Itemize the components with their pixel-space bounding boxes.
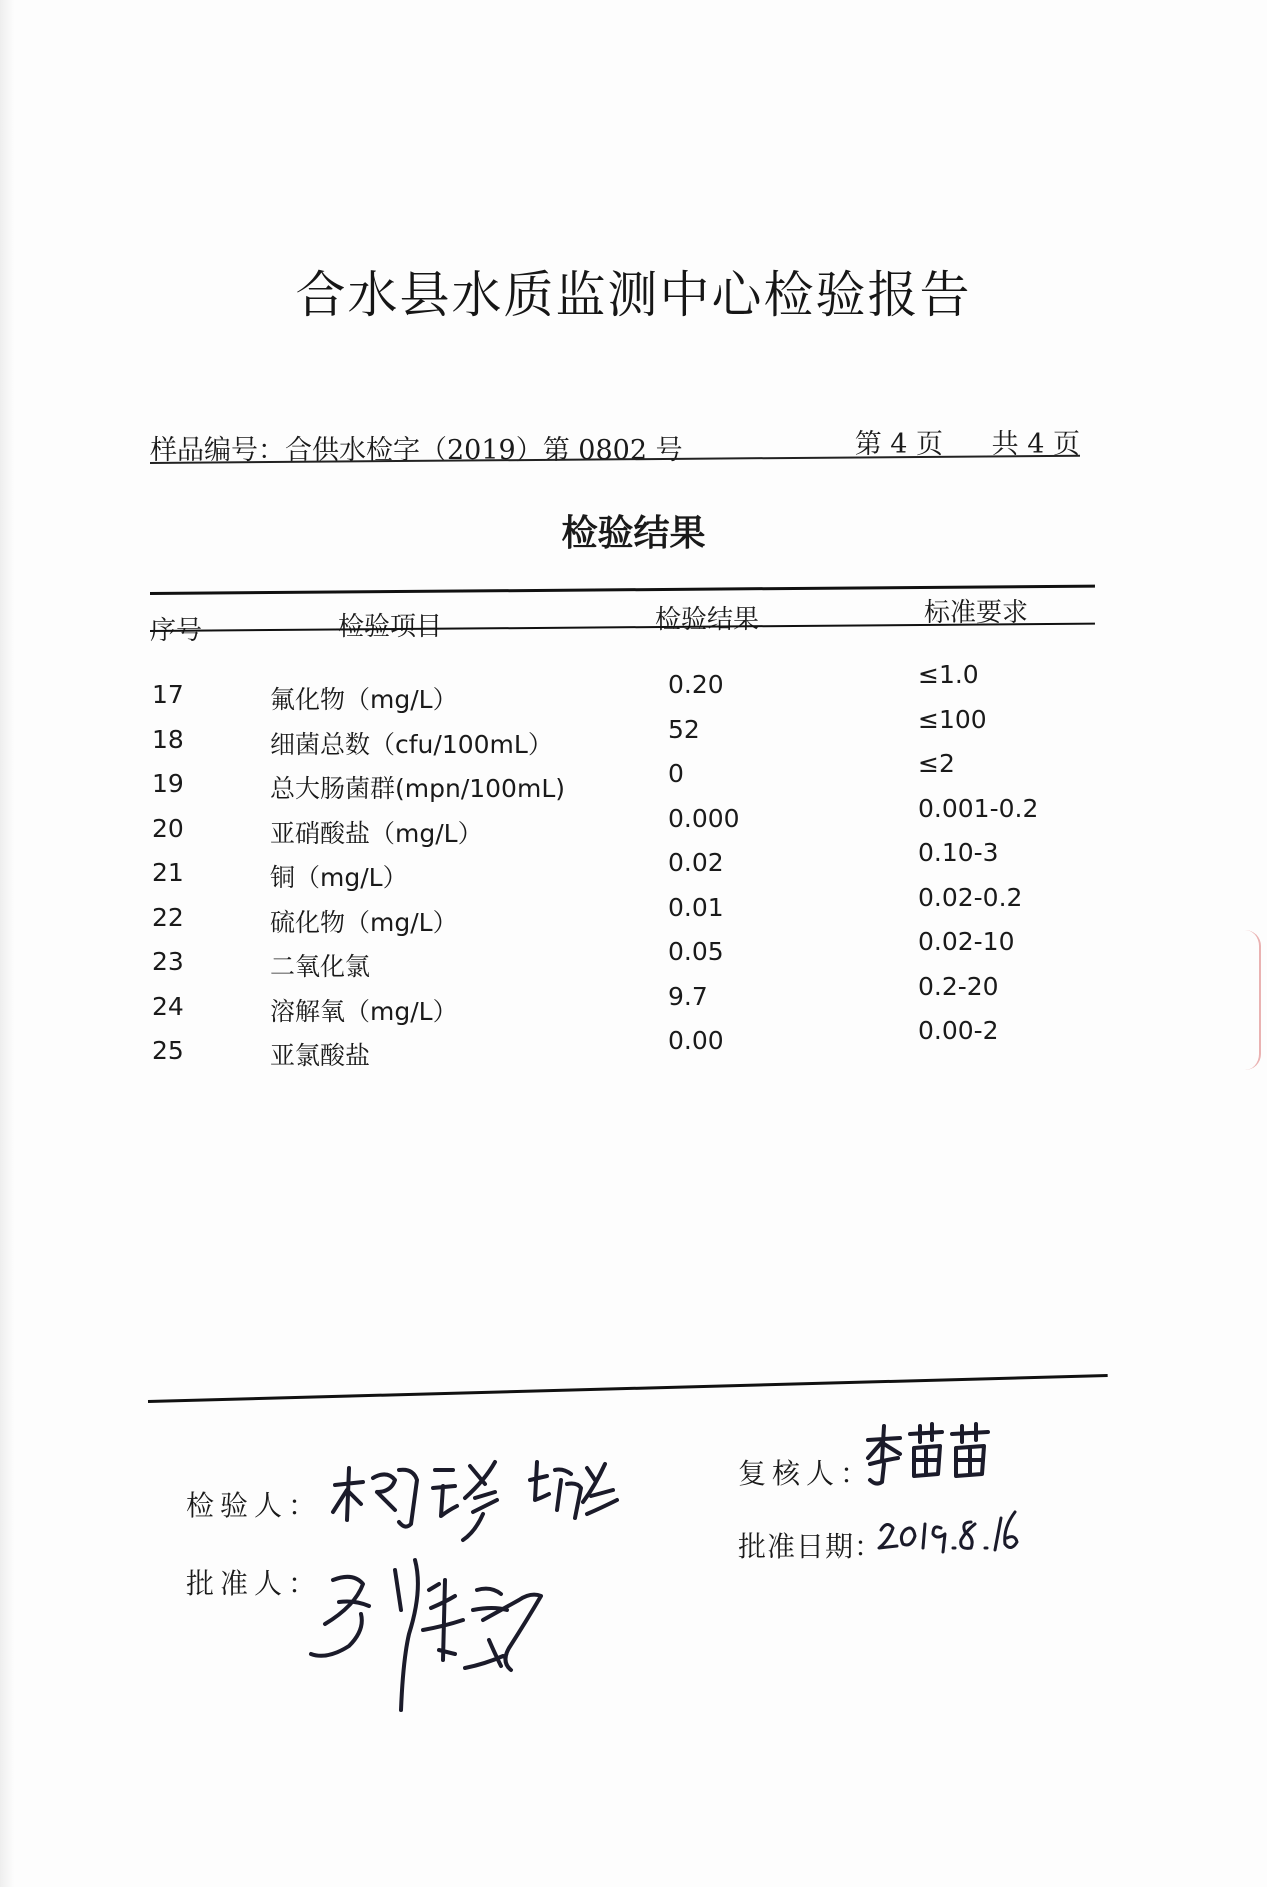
cell-item: 亚硝酸盐（mg/L） <box>270 818 483 848</box>
cell-result: 0.000 <box>668 803 740 833</box>
cell-standard: 0.02-10 <box>918 927 1015 956</box>
footer-rule <box>148 1374 1108 1403</box>
table-row <box>0 838 1267 898</box>
cell-standard: 0.00-2 <box>918 1016 999 1045</box>
table-row <box>0 704 1267 765</box>
table-row <box>0 749 1267 809</box>
cell-standard: ≤2 <box>918 749 955 778</box>
cell-item: 亚氯酸盐 <box>270 1041 371 1070</box>
inspector-signature <box>325 1440 645 1550</box>
table-row <box>0 660 1267 720</box>
cell-item: 总大肠菌群(mpn/100mL) <box>270 774 565 803</box>
edge-stain <box>1245 930 1261 1070</box>
approver-signature <box>305 1550 555 1720</box>
cell-standard: 0.001-0.2 <box>918 793 1039 823</box>
cell-seq: 23 <box>152 947 184 976</box>
cell-seq: 20 <box>152 813 184 843</box>
table-row <box>0 927 1267 987</box>
reviewer-label: 复核人： <box>738 1457 875 1490</box>
table-row <box>0 1016 1267 1076</box>
page-total: 共 4 页 <box>991 429 1080 460</box>
approve-date-label: 批准日期： <box>738 1530 884 1563</box>
cell-result: 0.02 <box>668 848 724 877</box>
cell-result: 0.01 <box>668 892 724 922</box>
approve-date-handwritten <box>875 1500 1025 1560</box>
cell-result: 0 <box>668 759 684 788</box>
cell-seq: 17 <box>152 680 184 709</box>
approver-label: 批准人： <box>186 1567 323 1600</box>
table-row <box>0 882 1267 943</box>
cell-item: 硫化物（mg/L） <box>270 907 458 937</box>
cell-standard: 0.2-20 <box>918 971 999 1001</box>
cell-standard: ≤1.0 <box>918 660 979 689</box>
cell-standard: 0.02-0.2 <box>918 882 1023 912</box>
report-title: 合水县水质监测中心检验报告 <box>295 266 972 324</box>
cell-seq: 18 <box>152 724 184 754</box>
cell-result: 52 <box>668 714 700 744</box>
cell-seq: 25 <box>152 1036 184 1065</box>
cell-item: 铜（mg/L） <box>270 863 408 892</box>
cell-item: 二氧化氯 <box>270 952 371 981</box>
column-header-item: 检验项目 <box>338 612 443 642</box>
cell-item: 溶解氧（mg/L） <box>270 996 458 1026</box>
cell-seq: 19 <box>152 769 184 798</box>
cell-seq: 24 <box>152 991 184 1021</box>
cell-result: 9.7 <box>668 981 708 1011</box>
table-row <box>0 793 1267 854</box>
page-current: 第 4 页 <box>854 429 944 460</box>
column-header-seq: 序号 <box>150 616 203 646</box>
table-row <box>0 971 1267 1032</box>
cell-standard: 0.10-3 <box>918 838 999 867</box>
cell-result: 0.05 <box>668 937 724 966</box>
cell-seq: 21 <box>152 858 184 887</box>
section-title: 检验结果 <box>561 513 706 554</box>
inspector-label: 检验人： <box>186 1489 323 1522</box>
sample-number: 样品编号：合供水检字（2019）第 0802 号 <box>150 435 683 466</box>
cell-result: 0.20 <box>668 670 724 699</box>
cell-result: 0.00 <box>668 1026 724 1055</box>
cell-item: 细菌总数（cfu/100mL） <box>270 729 553 759</box>
cell-seq: 22 <box>152 902 184 932</box>
column-header-result: 检验结果 <box>655 605 760 635</box>
column-header-standard: 标准要求 <box>924 598 1029 628</box>
cell-standard: ≤100 <box>918 704 987 734</box>
reviewer-signature <box>860 1420 1000 1490</box>
cell-item: 氟化物（mg/L） <box>270 685 458 714</box>
